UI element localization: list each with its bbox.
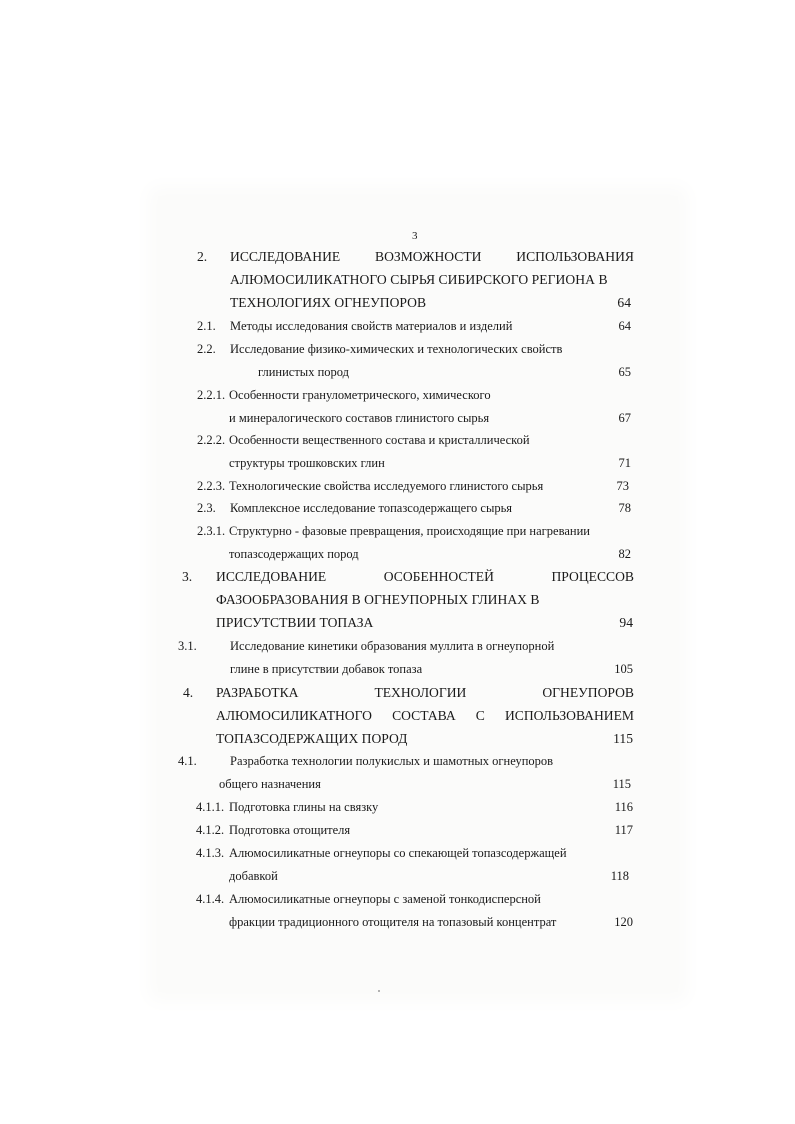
title-word: ОСОБЕННОСТЕЙ <box>383 569 494 584</box>
entry-number: 2.3. <box>197 501 216 515</box>
entry-number: 4.1.4. <box>196 892 225 906</box>
page-ref: 120 <box>614 915 633 929</box>
entry-title-line-2: добавкой <box>229 869 278 883</box>
title-word: ТЕХНОЛОГИИ <box>374 685 467 700</box>
title-word: ИССЛЕДОВАНИЕ <box>230 249 341 264</box>
entry-title-line-2: топазсодержащих пород <box>229 547 359 561</box>
section-title-line-1 <box>216 568 634 586</box>
page-ref: 64 <box>617 295 631 310</box>
page-ref: 118 <box>610 869 629 883</box>
entry-title-line-1: Алюмосиликатные огнеупоры со спекающей топазсодержащей <box>229 846 567 860</box>
entry-title-line-1: Исследование физико-химических и технологических свойств <box>230 342 563 356</box>
entry-title-line-1: Алюмосиликатные огнеупоры с заменой тонкодисперсной <box>229 892 541 906</box>
page-number: 3 <box>412 230 418 242</box>
title-word: ИССЛЕДОВАНИЕ <box>216 569 327 584</box>
entry-title: Подготовка глины на связку <box>229 800 379 814</box>
entry-number: 4.1.1. <box>196 800 225 814</box>
entry-number: 2.3.1. <box>197 524 226 538</box>
page-ref: 116 <box>614 800 633 814</box>
title-word: АЛЮМОСИЛИКАТНОГО <box>216 708 372 723</box>
entry-title-line-1: Структурно - фазовые превращения, происходящие при нагревании <box>229 524 590 538</box>
page-ref: 115 <box>613 731 633 746</box>
entry-number: 4.1.3. <box>196 846 225 860</box>
entry-number: 3.1. <box>178 639 197 653</box>
page-ref: 65 <box>618 365 631 379</box>
page-ref: 64 <box>618 319 631 333</box>
section-number: 2. <box>197 249 208 264</box>
entry-title-line-2: и минералогического составов глинистого сырья <box>229 411 490 425</box>
section-title-line-3: ПРИСУТСТВИИ ТОПАЗА <box>216 615 374 630</box>
entry-number: 2.2. <box>197 342 216 356</box>
entry-title: Комплексное исследование топазсодержащего сырья <box>230 501 513 515</box>
entry-number: 2.2.1. <box>197 388 226 402</box>
entry-number: 4.1.2. <box>196 823 225 837</box>
section-title-line-2 <box>216 707 634 725</box>
section-number: 4. <box>183 685 194 700</box>
page-ref: 82 <box>618 547 631 561</box>
entry-title-line-1: Разработка технологии полукислых и шамотных огнеупоров <box>230 754 554 768</box>
title-word: ПРОЦЕССОВ <box>551 569 634 584</box>
entry-number: 2.1. <box>197 319 216 333</box>
entry-title: Подготовка отощителя <box>229 823 351 837</box>
entry-number: 4.1. <box>178 754 197 768</box>
title-word: ОГНЕУПОРОВ <box>542 685 634 700</box>
page-ref: 67 <box>618 411 631 425</box>
title-word: ВОЗМОЖНОСТИ <box>375 249 482 264</box>
entry-title-line-2: глинистых пород <box>258 365 350 379</box>
section-title-line-3: ТЕХНОЛОГИЯХ ОГНЕУПОРОВ <box>230 295 427 310</box>
entry-title-line-2: глине в присутствии добавок топаза <box>230 662 423 676</box>
title-word: С <box>475 708 485 723</box>
page-ref: 105 <box>614 662 633 676</box>
entry-title-line-1: Особенности вещественного состава и кристаллической <box>229 433 530 447</box>
title-word: ИСПОЛЬЗОВАНИЯ <box>516 249 634 264</box>
entry-title-line-2: фракции традиционного отощителя на топазовый концентрат <box>229 915 557 929</box>
page-ref: 94 <box>619 615 633 630</box>
entry-number: 2.2.3. <box>197 479 226 493</box>
page-ref: 73 <box>616 479 629 493</box>
entry-title-line-2: структуры трошковских глин <box>229 456 385 470</box>
page-ref: 78 <box>618 501 631 515</box>
section-title-line-2: АЛЮМОСИЛИКАТНОГО СЫРЬЯ СИБИРСКОГО РЕГИОНА В <box>230 272 608 287</box>
section-title-line-2: ФАЗООБРАЗОВАНИЯ В ОГНЕУПОРНЫХ ГЛИНАХ В <box>216 592 540 607</box>
section-title-line-3: ТОПАЗСОДЕРЖАЩИХ ПОРОД <box>216 731 408 746</box>
scan-speck <box>378 990 380 992</box>
section-title-line-1 <box>230 248 634 266</box>
entry-title: Технологические свойства исследуемого глинистого сырья <box>229 479 544 493</box>
page-ref: 117 <box>614 823 633 837</box>
title-word: РАЗРАБОТКА <box>216 685 299 700</box>
page-ref: 115 <box>612 777 631 791</box>
page-ref: 71 <box>618 456 631 470</box>
section-title-line-1 <box>216 684 634 702</box>
entry-number: 2.2.2. <box>197 433 226 447</box>
entry-title: Методы исследования свойств материалов и изделий <box>230 319 513 333</box>
title-word: СОСТАВА <box>392 708 456 723</box>
title-word: ИСПОЛЬЗОВАНИЕМ <box>504 708 634 723</box>
entry-title-line-2: общего назначения <box>219 777 321 791</box>
entry-title-line-1: Особенности гранулометрического, химического <box>229 388 491 402</box>
entry-title-line-1: Исследование кинетики образования муллита в огнеупорной <box>230 639 555 653</box>
section-number: 3. <box>182 569 193 584</box>
